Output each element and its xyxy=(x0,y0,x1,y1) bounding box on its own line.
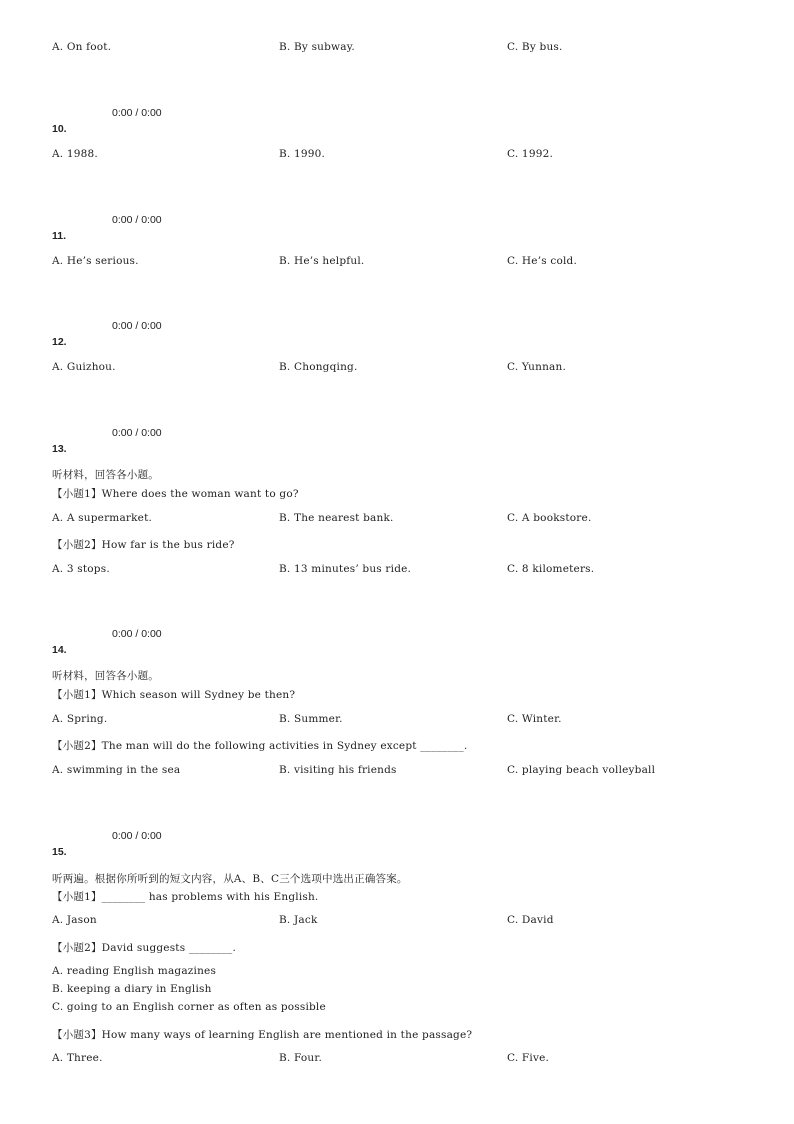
q14-sub2-option-a[interactable]: A. swimming in the sea xyxy=(52,764,181,776)
q15-audio-player[interactable]: 0:00 / 0:00 xyxy=(112,830,162,842)
q10-audio-player[interactable]: 0:00 / 0:00 xyxy=(112,107,162,119)
q15-sub1-stem: 【小题1】________ has problems with his English. xyxy=(52,891,319,903)
q13-sub1-option-b[interactable]: B. The nearest bank. xyxy=(279,512,394,524)
q15-sub3-option-c[interactable]: C. Five. xyxy=(507,1052,550,1064)
q13-sub2-option-b[interactable]: B. 13 minutes’ bus ride. xyxy=(279,563,412,575)
q15-sub1-option-b[interactable]: B. Jack xyxy=(279,914,318,926)
q10-option-b[interactable]: B. 1990. xyxy=(279,148,326,160)
q14-audio-player[interactable]: 0:00 / 0:00 xyxy=(112,628,162,640)
q12-option-b[interactable]: B. Chongqing. xyxy=(279,361,358,373)
q15-sub1-option-a[interactable]: A. Jason xyxy=(52,914,97,926)
q10-number: 10. xyxy=(52,123,67,135)
q15-sub2-option-b[interactable]: B. keeping a diary in English xyxy=(52,983,212,995)
q9-option-c[interactable]: C. By bus. xyxy=(507,41,563,53)
q12-number: 12. xyxy=(52,336,67,348)
q9-option-b[interactable]: B. By subway. xyxy=(279,41,355,53)
q13-sub2-option-a[interactable]: A. 3 stops. xyxy=(52,563,110,575)
q14-sub1-option-b[interactable]: B. Summer. xyxy=(279,713,343,725)
q13-sub2-option-c[interactable]: C. 8 kilometers. xyxy=(507,563,595,575)
q13-sub1-stem: 【小题1】Where does the woman want to go? xyxy=(52,488,299,500)
q11-option-b[interactable]: B. He’s helpful. xyxy=(279,255,365,267)
q10-option-a[interactable]: A. 1988. xyxy=(52,148,98,160)
q14-sub1-option-a[interactable]: A. Spring. xyxy=(52,713,108,725)
q14-sub2-option-b[interactable]: B. visiting his friends xyxy=(279,764,397,776)
q10-option-c[interactable]: C. 1992. xyxy=(507,148,553,160)
q15-sub3-stem: 【小题3】How many ways of learning English are mentioned in the passage? xyxy=(52,1029,473,1041)
q11-option-c[interactable]: C. He’s cold. xyxy=(507,255,577,267)
q12-option-a[interactable]: A. Guizhou. xyxy=(52,361,116,373)
q13-audio-player[interactable]: 0:00 / 0:00 xyxy=(112,427,162,439)
q12-audio-player[interactable]: 0:00 / 0:00 xyxy=(112,320,162,332)
q13-number: 13. xyxy=(52,443,67,455)
q11-option-a[interactable]: A. He’s serious. xyxy=(52,255,139,267)
q11-number: 11. xyxy=(52,230,67,242)
q14-sub2-option-c[interactable]: C. playing beach volleyball xyxy=(507,764,656,776)
q11-audio-player[interactable]: 0:00 / 0:00 xyxy=(112,214,162,226)
q14-sub1-option-c[interactable]: C. Winter. xyxy=(507,713,562,725)
q13-sub1-option-a[interactable]: A. A supermarket. xyxy=(52,512,153,524)
q13-sub2-stem: 【小题2】How far is the bus ride? xyxy=(52,539,235,551)
q15-number: 15. xyxy=(52,846,67,858)
q13-instruction: 听材料，回答各小题。 xyxy=(52,469,159,481)
q15-instruction: 听两遍。根据你所听到的短文内容，从A、B、C三个选项中选出正确答案。 xyxy=(52,873,408,885)
q14-number: 14. xyxy=(52,644,67,656)
q15-sub2-option-c[interactable]: C. going to an English corner as often as possible xyxy=(52,1001,326,1013)
q15-sub1-option-c[interactable]: C. David xyxy=(507,914,554,926)
q13-sub1-option-c[interactable]: C. A bookstore. xyxy=(507,512,592,524)
q14-sub1-stem: 【小题1】Which season will Sydney be then? xyxy=(52,689,296,701)
q14-sub2-stem: 【小题2】The man will do the following activities in Sydney except ________. xyxy=(52,740,468,752)
q14-instruction: 听材料，回答各小题。 xyxy=(52,670,159,682)
q15-sub2-option-a[interactable]: A. reading English magazines xyxy=(52,965,217,977)
q12-option-c[interactable]: C. Yunnan. xyxy=(507,361,567,373)
q15-sub3-option-b[interactable]: B. Four. xyxy=(279,1052,322,1064)
q15-sub2-stem: 【小题2】David suggests ________. xyxy=(52,942,236,954)
q9-option-a[interactable]: A. On foot. xyxy=(52,41,112,53)
q15-sub3-option-a[interactable]: A. Three. xyxy=(52,1052,103,1064)
